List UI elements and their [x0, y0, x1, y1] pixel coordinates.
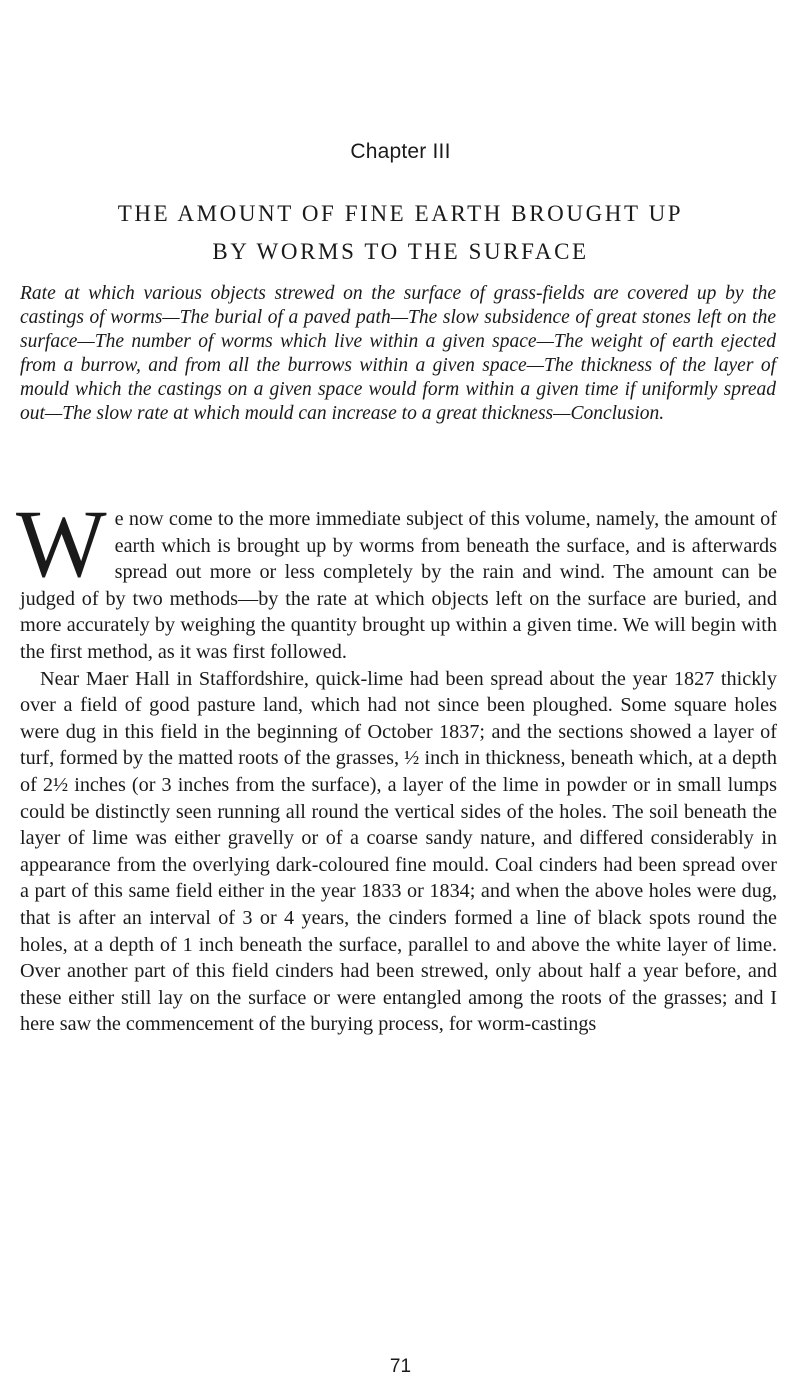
chapter-title-line-2: BY WORMS TO THE SURFACE — [212, 239, 589, 264]
chapter-title-line-1: THE AMOUNT OF FINE EARTH BROUGHT UP — [117, 201, 684, 226]
drop-cap: W — [16, 490, 107, 597]
paragraph-1 — [16, 490, 777, 666]
paragraph-1-text: e now come to the more immediate subject of this volume, namely, the amount of earth which is brought up by worms from beneath the surface, and is afterwards spread out more or less completely by the rain and wind. The amount can be judged of by two methods—by the rate at which objects left on the surface are buried, and more accurately by weighing the quantity brought up within a given time. We will begin with the first method, as it was first followed. — [20, 508, 777, 663]
body-text — [16, 490, 777, 1038]
chapter-title — [0, 195, 801, 271]
chapter-summary: Rate at which various objects strewed on the surface of grass-fields are covered up by the castings of worms—The burial of a paved path—The slow subsidence of great stones left on the surface—The number of worms which live within a given space—The weight of earth ejected from a burrow, and from all the burrows within a given space—The thickness of the layer of mould which the castings on a given space would form within a given time if uniformly spread out—The slow rate at which mould can increase to a great thickness—Conclusion. — [20, 283, 776, 424]
page-number: 71 — [389, 1356, 412, 1377]
chapter-label: Chapter III — [350, 140, 451, 163]
paragraph-2: Near Maer Hall in Staffordshire, quick-lime had been spread about the year 1827 thickly over a field of good pasture land, which had not since been ploughed. Some square holes were dug in this field in the beginning of October 1837; and the sections showed a layer of turf, formed by the matted roots of the grasses, ½ inch in thickness, beneath which, at a depth of 2½ inches (or 3 inches from the surface), a layer of the lime in powder or in small lumps could be distinctly seen running all round the vertical sides of the holes. The soil beneath the layer of lime was either gravelly or of a coarse sandy nature, and differed considerably in appearance from the overlying dark-coloured fine mould. Coal cinders had been spread over a part of this same field either in the year 1833 or 1834; and when the above holes were dug, that is after an interval of 3 or 4 years, the cinders formed a line of black spots round the holes, at a depth of 1 inch beneath the surface, parallel to and above the white layer of lime. Over another part of this field cinders had been strewed, only about half a year before, and these either still lay on the surface or were entangled among the roots of the grasses; and I here saw the commencement of the burying process, for worm-castings — [20, 667, 777, 1036]
